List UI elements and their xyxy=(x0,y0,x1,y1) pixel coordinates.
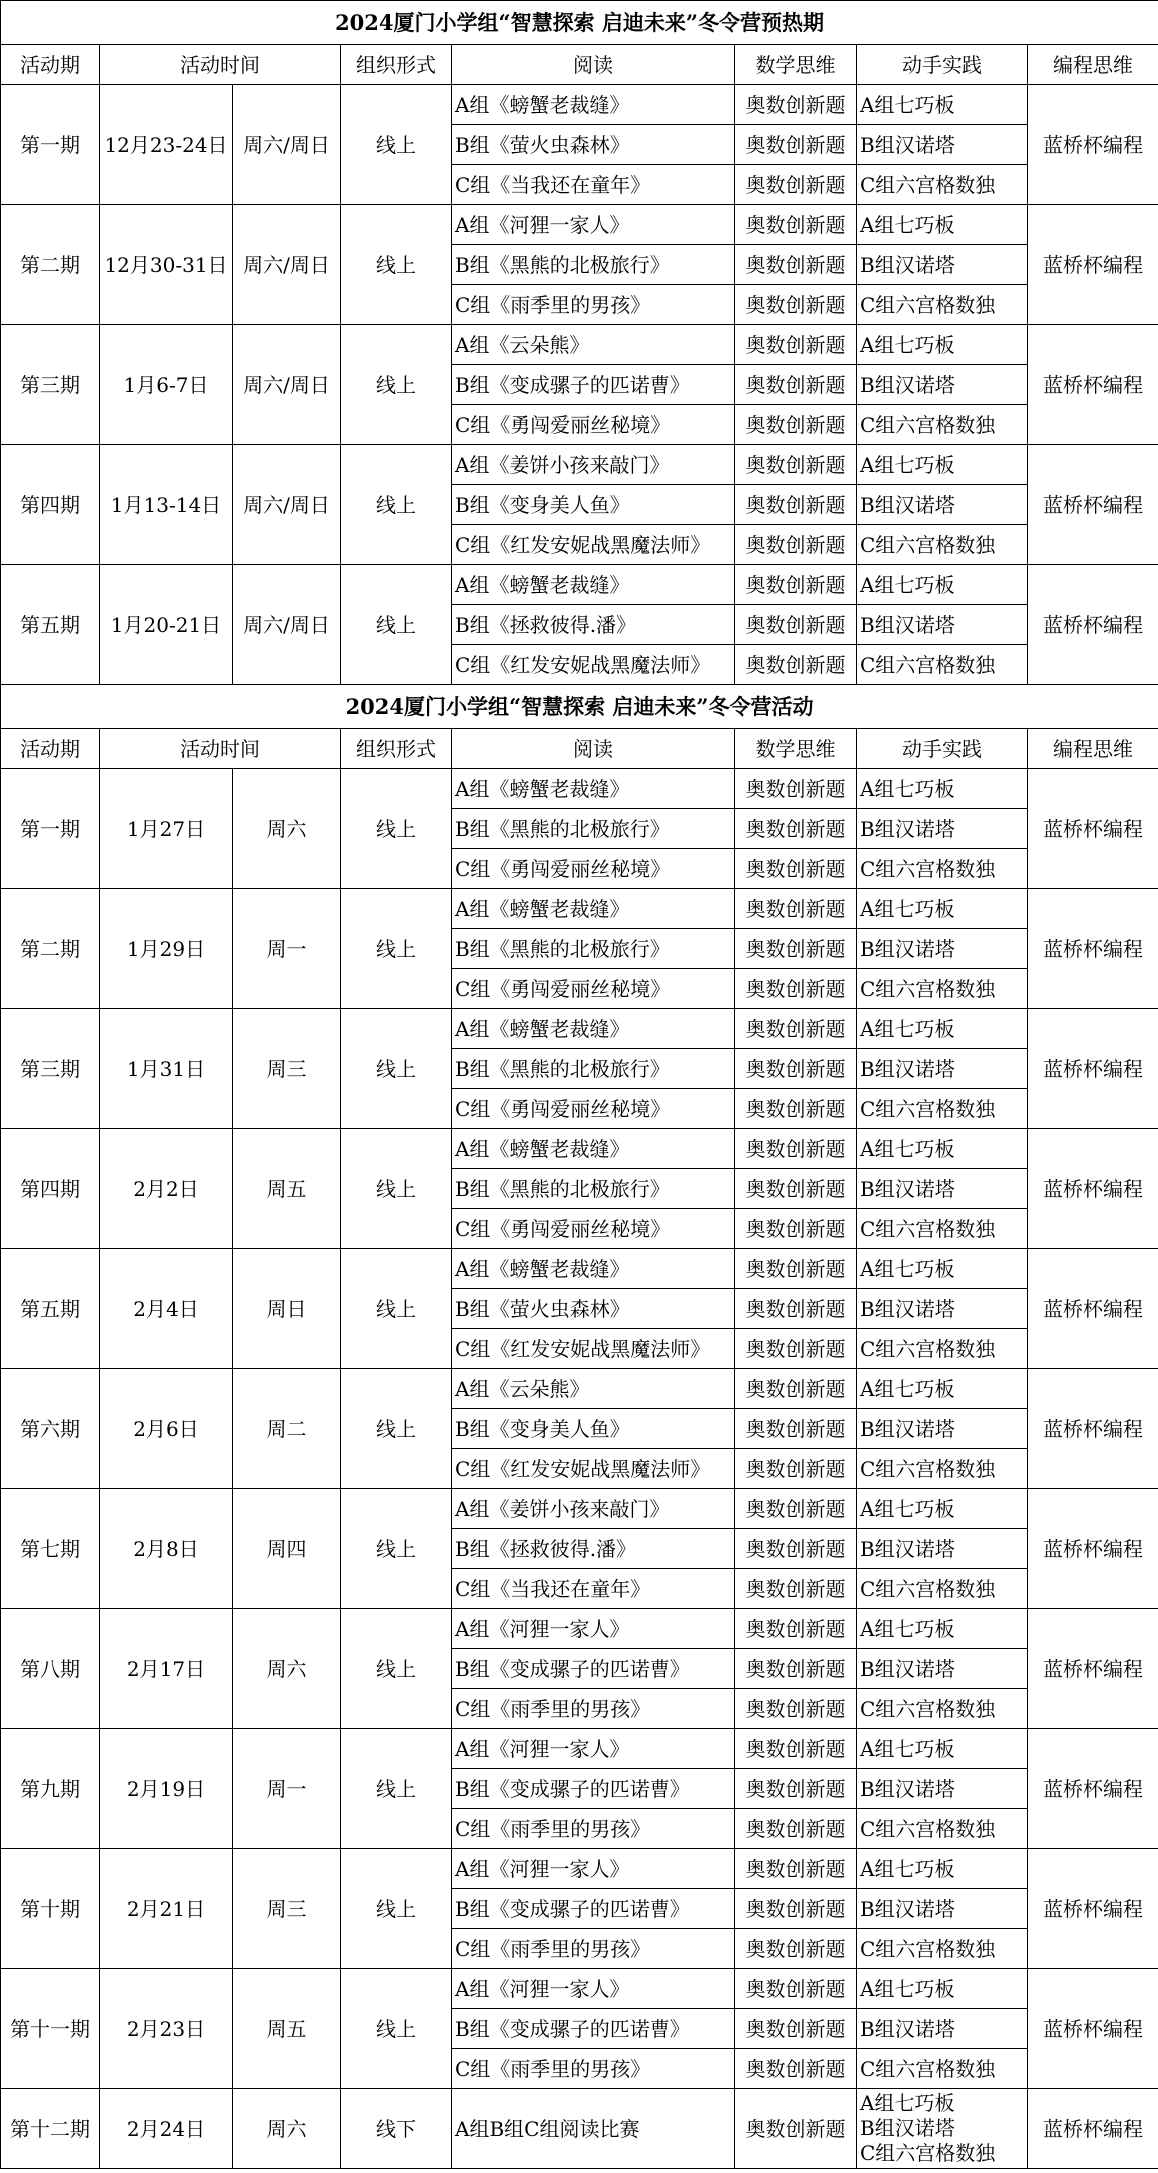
session-date: 2月23日 xyxy=(100,1969,233,2089)
reading-cell: C组《雨季里的男孩》 xyxy=(452,1689,735,1729)
reading-cell: A组《河狸一家人》 xyxy=(452,1609,735,1649)
session-coding: 蓝桥杯编程 xyxy=(1028,1249,1158,1369)
header-format: 组织形式 xyxy=(341,729,452,769)
final-session-row xyxy=(1,2089,1158,2169)
table-title-row xyxy=(1,685,1158,729)
handson-cell: B组汉诺塔 xyxy=(857,125,1028,165)
session-weekday: 周一 xyxy=(233,889,341,1009)
reading-cell: A组《云朵熊》 xyxy=(452,1369,735,1409)
handson-cell: B组汉诺塔 xyxy=(857,929,1028,969)
handson-cell: A组七巧板 xyxy=(857,325,1028,365)
session-row xyxy=(1,1609,1158,1649)
math-cell: 奥数创新题 xyxy=(735,2049,857,2089)
reading-cell: C组《雨季里的男孩》 xyxy=(452,1929,735,1969)
header-reading: 阅读 xyxy=(452,729,735,769)
header-time: 活动时间 xyxy=(100,729,341,769)
session-weekday: 周二 xyxy=(233,1369,341,1489)
math-cell: 奥数创新题 xyxy=(735,285,857,325)
reading-cell: B组《拯救彼得.潘》 xyxy=(452,1529,735,1569)
handson-cell: A组七巧板 xyxy=(857,769,1028,809)
header-row xyxy=(1,729,1158,769)
session-coding: 蓝桥杯编程 xyxy=(1028,325,1158,445)
reading-cell: B组《黑熊的北极旅行》 xyxy=(452,1169,735,1209)
handson-cell: B组汉诺塔 xyxy=(857,245,1028,285)
session-weekday: 周一 xyxy=(233,1729,341,1849)
math-cell: 奥数创新题 xyxy=(735,1009,857,1049)
session-row xyxy=(1,1129,1158,1169)
reading-cell: B组《黑熊的北极旅行》 xyxy=(452,809,735,849)
session-date: 1月31日 xyxy=(100,1009,233,1129)
session-weekday: 周六 xyxy=(233,769,341,889)
reading-cell: A组《河狸一家人》 xyxy=(452,1969,735,2009)
session-period: 第八期 xyxy=(1,1609,100,1729)
reading-cell: B组《拯救彼得.潘》 xyxy=(452,605,735,645)
handson-cell: A组七巧板 xyxy=(857,1129,1028,1169)
math-cell: 奥数创新题 xyxy=(735,1969,857,2009)
handson-cell: C组六宫格数独 xyxy=(857,1089,1028,1129)
handson-cell: B组汉诺塔 xyxy=(857,605,1028,645)
session-format: 线上 xyxy=(341,1969,452,2089)
session-row xyxy=(1,1849,1158,1889)
session-date: 12月23-24日 xyxy=(100,85,233,205)
handson-line: A组七巧板 xyxy=(860,2091,955,2115)
handson-line: B组汉诺塔 xyxy=(860,2116,955,2140)
header-math: 数学思维 xyxy=(735,729,857,769)
math-cell: 奥数创新题 xyxy=(735,525,857,565)
session-weekday: 周日 xyxy=(233,1249,341,1369)
handson-cell: C组六宫格数独 xyxy=(857,405,1028,445)
session-row xyxy=(1,205,1158,245)
reading-cell: B组《变成骡子的匹诺曹》 xyxy=(452,1889,735,1929)
header-handson: 动手实践 xyxy=(857,45,1028,85)
math-cell: 奥数创新题 xyxy=(735,245,857,285)
reading-cell: B组《黑熊的北极旅行》 xyxy=(452,245,735,285)
session-period: 第二期 xyxy=(1,205,100,325)
session-period: 第二期 xyxy=(1,889,100,1009)
session-weekday: 周五 xyxy=(233,1969,341,2089)
math-cell: 奥数创新题 xyxy=(735,1649,857,1689)
session-row xyxy=(1,1369,1158,1409)
reading-cell: A组《螃蟹老裁缝》 xyxy=(452,1009,735,1049)
handson-cell: A组七巧板 xyxy=(857,1729,1028,1769)
handson-cell xyxy=(857,2089,1028,2169)
reading-cell: C组《红发安妮战黑魔法师》 xyxy=(452,1449,735,1489)
session-format: 线上 xyxy=(341,445,452,565)
session-coding: 蓝桥杯编程 xyxy=(1028,1369,1158,1489)
math-cell: 奥数创新题 xyxy=(735,1889,857,1929)
math-cell: 奥数创新题 xyxy=(735,325,857,365)
reading-cell: B组《变成骡子的匹诺曹》 xyxy=(452,1649,735,1689)
math-cell: 奥数创新题 xyxy=(735,1369,857,1409)
handson-cell: A组七巧板 xyxy=(857,1369,1028,1409)
session-coding: 蓝桥杯编程 xyxy=(1028,1609,1158,1729)
session-weekday: 周六 xyxy=(233,2089,341,2169)
reading-cell: C组《红发安妮战黑魔法师》 xyxy=(452,525,735,565)
session-row xyxy=(1,769,1158,809)
session-format: 线上 xyxy=(341,1849,452,1969)
header-period: 活动期 xyxy=(1,729,100,769)
reading-cell: B组《萤火虫森林》 xyxy=(452,125,735,165)
reading-cell: A组《螃蟹老裁缝》 xyxy=(452,85,735,125)
header-format: 组织形式 xyxy=(341,45,452,85)
math-cell: 奥数创新题 xyxy=(735,605,857,645)
reading-cell: A组《河狸一家人》 xyxy=(452,1849,735,1889)
reading-cell: A组《河狸一家人》 xyxy=(452,1729,735,1769)
header-math: 数学思维 xyxy=(735,45,857,85)
math-cell: 奥数创新题 xyxy=(735,1929,857,1969)
math-cell: 奥数创新题 xyxy=(735,1249,857,1289)
handson-cell: B组汉诺塔 xyxy=(857,1169,1028,1209)
session-format: 线上 xyxy=(341,1609,452,1729)
math-cell: 奥数创新题 xyxy=(735,1089,857,1129)
handson-cell: A组七巧板 xyxy=(857,205,1028,245)
reading-cell: C组《勇闯爱丽丝秘境》 xyxy=(452,405,735,445)
header-row xyxy=(1,45,1158,85)
reading-cell: B组《萤火虫森林》 xyxy=(452,1289,735,1329)
session-coding: 蓝桥杯编程 xyxy=(1028,2089,1158,2169)
math-cell: 奥数创新题 xyxy=(735,1169,857,1209)
math-cell: 奥数创新题 xyxy=(735,1849,857,1889)
session-date: 1月6-7日 xyxy=(100,325,233,445)
session-period: 第四期 xyxy=(1,1129,100,1249)
reading-cell: C组《红发安妮战黑魔法师》 xyxy=(452,1329,735,1369)
session-row xyxy=(1,889,1158,929)
header-period: 活动期 xyxy=(1,45,100,85)
math-cell: 奥数创新题 xyxy=(735,1409,857,1449)
session-date: 1月13-14日 xyxy=(100,445,233,565)
header-time: 活动时间 xyxy=(100,45,341,85)
session-period: 第五期 xyxy=(1,1249,100,1369)
session-period: 第三期 xyxy=(1,325,100,445)
handson-cell: C组六宫格数独 xyxy=(857,2049,1028,2089)
session-date: 12月30-31日 xyxy=(100,205,233,325)
math-cell: 奥数创新题 xyxy=(735,165,857,205)
reading-cell: C组《雨季里的男孩》 xyxy=(452,2049,735,2089)
math-cell: 奥数创新题 xyxy=(735,1769,857,1809)
handson-cell: B组汉诺塔 xyxy=(857,365,1028,405)
session-period: 第五期 xyxy=(1,565,100,685)
math-cell: 奥数创新题 xyxy=(735,1329,857,1369)
reading-cell: A组《河狸一家人》 xyxy=(452,205,735,245)
session-weekday: 周四 xyxy=(233,1489,341,1609)
math-cell: 奥数创新题 xyxy=(735,1049,857,1089)
handson-cell: A组七巧板 xyxy=(857,1849,1028,1889)
session-date: 2月4日 xyxy=(100,1249,233,1369)
session-period: 第一期 xyxy=(1,85,100,205)
math-cell: 奥数创新题 xyxy=(735,2089,857,2169)
session-format: 线上 xyxy=(341,1489,452,1609)
reading-cell: C组《勇闯爱丽丝秘境》 xyxy=(452,1089,735,1129)
math-cell: 奥数创新题 xyxy=(735,2009,857,2049)
session-date: 2月21日 xyxy=(100,1849,233,1969)
handson-cell: B组汉诺塔 xyxy=(857,1049,1028,1089)
reading-cell: A组《螃蟹老裁缝》 xyxy=(452,1249,735,1289)
session-coding: 蓝桥杯编程 xyxy=(1028,1729,1158,1849)
math-cell: 奥数创新题 xyxy=(735,565,857,605)
handson-cell: A组七巧板 xyxy=(857,1489,1028,1529)
math-cell: 奥数创新题 xyxy=(735,445,857,485)
math-cell: 奥数创新题 xyxy=(735,1289,857,1329)
math-cell: 奥数创新题 xyxy=(735,809,857,849)
session-format: 线上 xyxy=(341,1729,452,1849)
math-cell: 奥数创新题 xyxy=(735,889,857,929)
session-coding: 蓝桥杯编程 xyxy=(1028,1129,1158,1249)
session-coding: 蓝桥杯编程 xyxy=(1028,205,1158,325)
reading-cell: B组《黑熊的北极旅行》 xyxy=(452,929,735,969)
math-cell: 奥数创新题 xyxy=(735,1689,857,1729)
session-coding: 蓝桥杯编程 xyxy=(1028,1849,1158,1969)
reading-cell: B组《变成骡子的匹诺曹》 xyxy=(452,1769,735,1809)
session-weekday: 周六/周日 xyxy=(233,565,341,685)
session-row xyxy=(1,565,1158,605)
handson-cell: C组六宫格数独 xyxy=(857,1329,1028,1369)
handson-cell: C组六宫格数独 xyxy=(857,1449,1028,1489)
session-period: 第三期 xyxy=(1,1009,100,1129)
math-cell: 奥数创新题 xyxy=(735,1529,857,1569)
session-period: 第十期 xyxy=(1,1849,100,1969)
reading-cell: C组《当我还在童年》 xyxy=(452,165,735,205)
handson-cell: C组六宫格数独 xyxy=(857,1809,1028,1849)
handson-cell: C组六宫格数独 xyxy=(857,969,1028,1009)
handson-cell: A组七巧板 xyxy=(857,85,1028,125)
math-cell: 奥数创新题 xyxy=(735,405,857,445)
session-date: 2月2日 xyxy=(100,1129,233,1249)
session-period: 第七期 xyxy=(1,1489,100,1609)
session-weekday: 周六 xyxy=(233,1609,341,1729)
session-format: 线上 xyxy=(341,85,452,205)
session-period: 第十二期 xyxy=(1,2089,100,2169)
session-row xyxy=(1,325,1158,365)
session-format: 线上 xyxy=(341,889,452,1009)
math-cell: 奥数创新题 xyxy=(735,485,857,525)
handson-cell: C组六宫格数独 xyxy=(857,1569,1028,1609)
handson-cell: C组六宫格数独 xyxy=(857,1689,1028,1729)
reading-cell: C组《当我还在童年》 xyxy=(452,1569,735,1609)
session-coding: 蓝桥杯编程 xyxy=(1028,1489,1158,1609)
session-date: 1月29日 xyxy=(100,889,233,1009)
handson-cell: B组汉诺塔 xyxy=(857,2009,1028,2049)
math-cell: 奥数创新题 xyxy=(735,1569,857,1609)
reading-cell: B组《变成骡子的匹诺曹》 xyxy=(452,365,735,405)
session-coding: 蓝桥杯编程 xyxy=(1028,769,1158,889)
handson-cell: C组六宫格数独 xyxy=(857,285,1028,325)
session-row xyxy=(1,1249,1158,1289)
math-cell: 奥数创新题 xyxy=(735,1729,857,1769)
math-cell: 奥数创新题 xyxy=(735,85,857,125)
reading-cell: A组《螃蟹老裁缝》 xyxy=(452,889,735,929)
math-cell: 奥数创新题 xyxy=(735,1609,857,1649)
handson-cell: A组七巧板 xyxy=(857,1249,1028,1289)
handson-cell: B组汉诺塔 xyxy=(857,1649,1028,1689)
handson-cell: A组七巧板 xyxy=(857,1969,1028,2009)
session-format: 线上 xyxy=(341,1249,452,1369)
reading-cell: A组《姜饼小孩来敲门》 xyxy=(452,445,735,485)
reading-cell: B组《变身美人鱼》 xyxy=(452,1409,735,1449)
reading-cell: C组《雨季里的男孩》 xyxy=(452,285,735,325)
reading-cell: C组《红发安妮战黑魔法师》 xyxy=(452,645,735,685)
handson-cell: C组六宫格数独 xyxy=(857,1929,1028,1969)
math-cell: 奥数创新题 xyxy=(735,365,857,405)
handson-cell: B组汉诺塔 xyxy=(857,809,1028,849)
table-title: 2024厦门小学组“智慧探索 启迪未来”冬令营预热期 xyxy=(1,1,1158,45)
session-row xyxy=(1,1489,1158,1529)
session-format: 线上 xyxy=(341,565,452,685)
handson-cell: A组七巧板 xyxy=(857,1009,1028,1049)
session-format: 线上 xyxy=(341,1129,452,1249)
math-cell: 奥数创新题 xyxy=(735,205,857,245)
handson-line: C组六宫格数独 xyxy=(860,2141,996,2165)
session-weekday: 周六/周日 xyxy=(233,445,341,565)
reading-cell: A组《姜饼小孩来敲门》 xyxy=(452,1489,735,1529)
session-weekday: 周六/周日 xyxy=(233,205,341,325)
math-cell: 奥数创新题 xyxy=(735,769,857,809)
math-cell: 奥数创新题 xyxy=(735,1129,857,1169)
session-period: 第四期 xyxy=(1,445,100,565)
math-cell: 奥数创新题 xyxy=(735,1209,857,1249)
header-coding: 编程思维 xyxy=(1028,729,1158,769)
session-row xyxy=(1,445,1158,485)
reading-cell: C组《勇闯爱丽丝秘境》 xyxy=(452,1209,735,1249)
session-weekday: 周五 xyxy=(233,1129,341,1249)
session-date: 2月24日 xyxy=(100,2089,233,2169)
session-row xyxy=(1,85,1158,125)
session-weekday: 周六/周日 xyxy=(233,325,341,445)
session-date: 2月6日 xyxy=(100,1369,233,1489)
handson-cell: C组六宫格数独 xyxy=(857,165,1028,205)
handson-cell: C组六宫格数独 xyxy=(857,1209,1028,1249)
session-coding: 蓝桥杯编程 xyxy=(1028,1969,1158,2089)
reading-cell: A组《螃蟹老裁缝》 xyxy=(452,565,735,605)
session-coding: 蓝桥杯编程 xyxy=(1028,85,1158,205)
header-coding: 编程思维 xyxy=(1028,45,1158,85)
reading-cell: C组《勇闯爱丽丝秘境》 xyxy=(452,849,735,889)
math-cell: 奥数创新题 xyxy=(735,1489,857,1529)
table-title: 2024厦门小学组“智慧探索 启迪未来”冬令营活动 xyxy=(1,685,1158,729)
reading-cell: B组《变成骡子的匹诺曹》 xyxy=(452,2009,735,2049)
math-cell: 奥数创新题 xyxy=(735,929,857,969)
table-title-row xyxy=(1,1,1158,45)
session-weekday: 周三 xyxy=(233,1009,341,1129)
session-period: 第十一期 xyxy=(1,1969,100,2089)
handson-cell: C组六宫格数独 xyxy=(857,849,1028,889)
session-weekday: 周六/周日 xyxy=(233,85,341,205)
reading-cell: A组《螃蟹老裁缝》 xyxy=(452,1129,735,1169)
handson-cell: B组汉诺塔 xyxy=(857,1529,1028,1569)
handson-cell: B组汉诺塔 xyxy=(857,1889,1028,1929)
header-handson: 动手实践 xyxy=(857,729,1028,769)
handson-cell: C组六宫格数独 xyxy=(857,525,1028,565)
session-row xyxy=(1,1729,1158,1769)
handson-cell: B组汉诺塔 xyxy=(857,1769,1028,1809)
session-format: 线上 xyxy=(341,1369,452,1489)
session-date: 1月27日 xyxy=(100,769,233,889)
session-coding: 蓝桥杯编程 xyxy=(1028,445,1158,565)
reading-cell: B组《黑熊的北极旅行》 xyxy=(452,1049,735,1089)
math-cell: 奥数创新题 xyxy=(735,645,857,685)
handson-cell: C组六宫格数独 xyxy=(857,645,1028,685)
reading-cell: C组《勇闯爱丽丝秘境》 xyxy=(452,969,735,1009)
session-date: 1月20-21日 xyxy=(100,565,233,685)
handson-cell: B组汉诺塔 xyxy=(857,1409,1028,1449)
handson-cell: B组汉诺塔 xyxy=(857,485,1028,525)
session-period: 第一期 xyxy=(1,769,100,889)
session-format: 线上 xyxy=(341,325,452,445)
session-date: 2月8日 xyxy=(100,1489,233,1609)
session-format: 线上 xyxy=(341,1009,452,1129)
handson-cell: A组七巧板 xyxy=(857,1609,1028,1649)
math-cell: 奥数创新题 xyxy=(735,125,857,165)
math-cell: 奥数创新题 xyxy=(735,849,857,889)
session-period: 第六期 xyxy=(1,1369,100,1489)
handson-cell: B组汉诺塔 xyxy=(857,1289,1028,1329)
handson-cell: A组七巧板 xyxy=(857,445,1028,485)
session-date: 2月19日 xyxy=(100,1729,233,1849)
reading-cell: A组B组C组阅读比赛 xyxy=(452,2089,735,2169)
session-date: 2月17日 xyxy=(100,1609,233,1729)
session-row xyxy=(1,1969,1158,2009)
handson-cell: A组七巧板 xyxy=(857,889,1028,929)
reading-cell: A组《螃蟹老裁缝》 xyxy=(452,769,735,809)
session-weekday: 周三 xyxy=(233,1849,341,1969)
session-format: 线上 xyxy=(341,205,452,325)
session-period: 第九期 xyxy=(1,1729,100,1849)
math-cell: 奥数创新题 xyxy=(735,1449,857,1489)
reading-cell: B组《变身美人鱼》 xyxy=(452,485,735,525)
math-cell: 奥数创新题 xyxy=(735,969,857,1009)
math-cell: 奥数创新题 xyxy=(735,1809,857,1849)
session-coding: 蓝桥杯编程 xyxy=(1028,565,1158,685)
session-row xyxy=(1,1009,1158,1049)
session-format: 线下 xyxy=(341,2089,452,2169)
header-reading: 阅读 xyxy=(452,45,735,85)
session-format: 线上 xyxy=(341,769,452,889)
reading-cell: C组《雨季里的男孩》 xyxy=(452,1809,735,1849)
reading-cell: A组《云朵熊》 xyxy=(452,325,735,365)
session-coding: 蓝桥杯编程 xyxy=(1028,1009,1158,1129)
handson-cell: A组七巧板 xyxy=(857,565,1028,605)
session-coding: 蓝桥杯编程 xyxy=(1028,889,1158,1009)
